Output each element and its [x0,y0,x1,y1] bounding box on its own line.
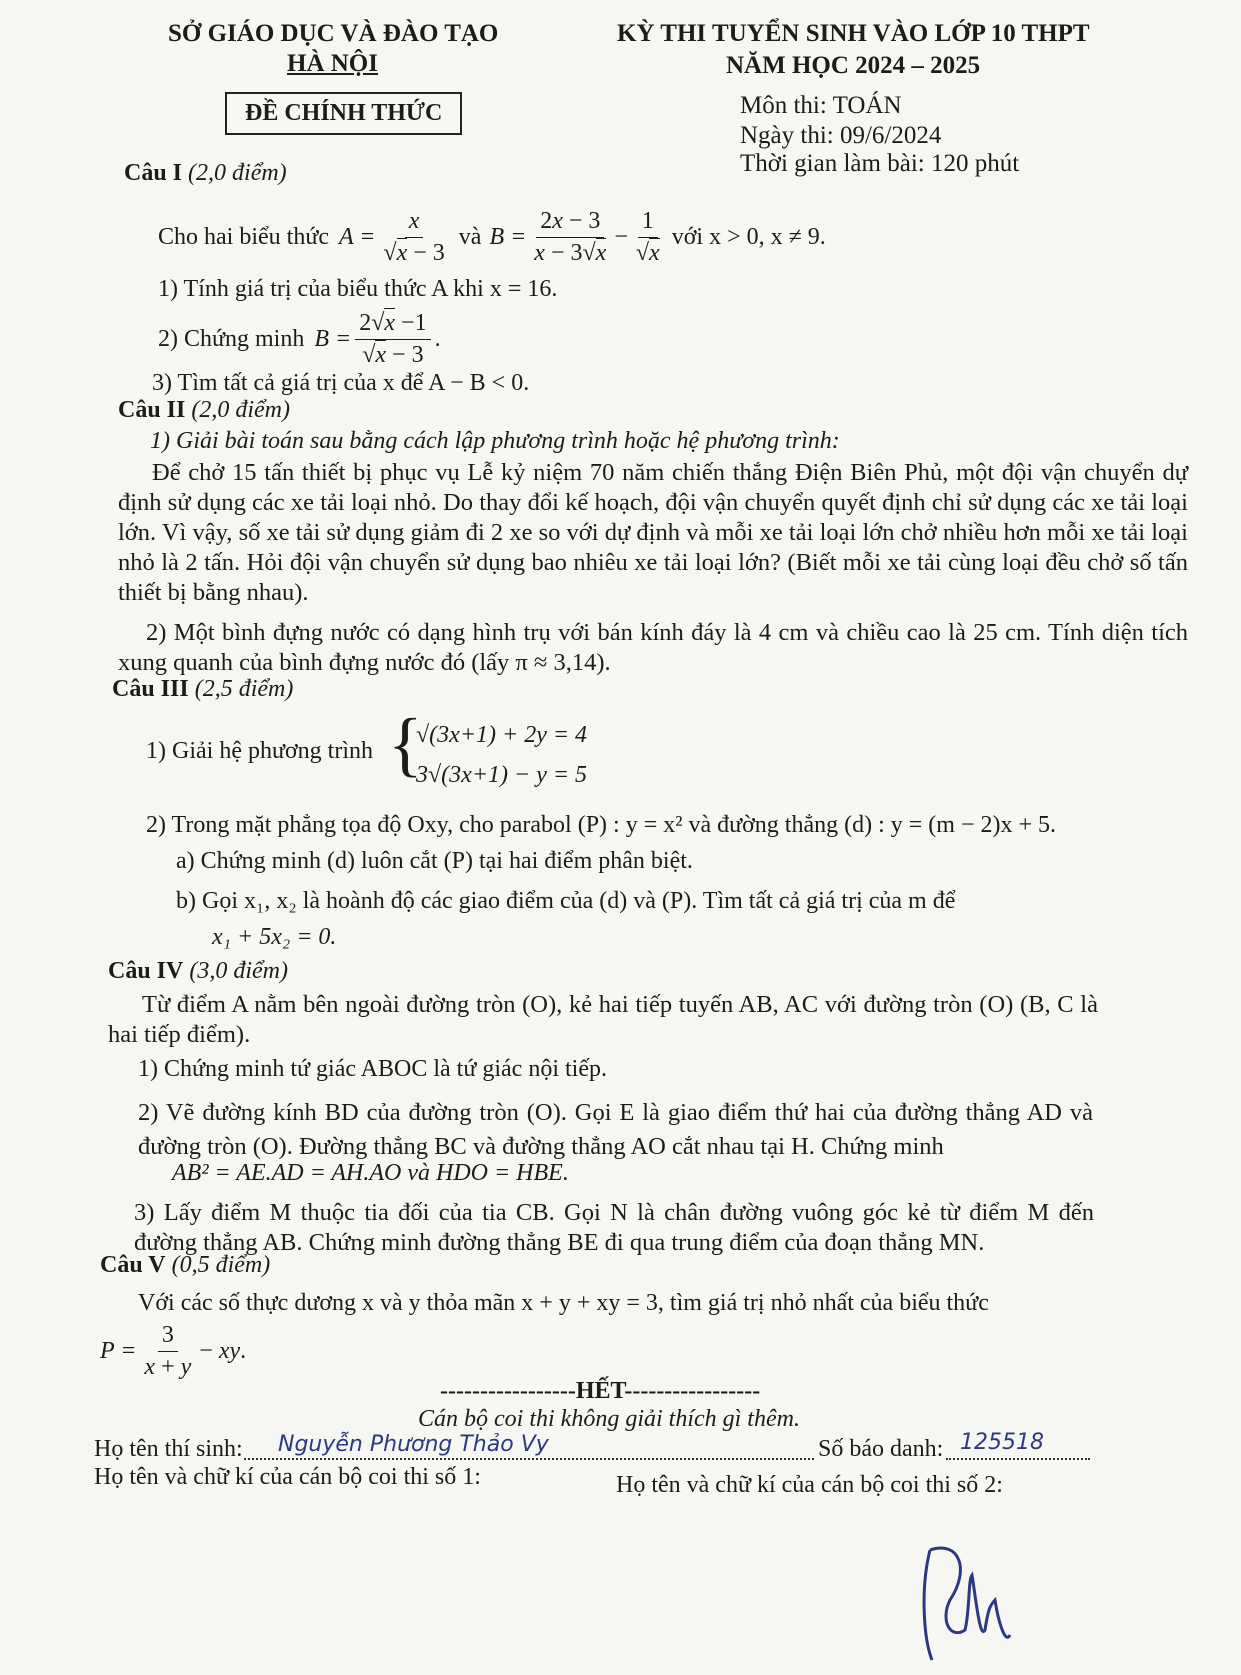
q4-part3: 3) Lấy điểm M thuộc tia đối của tia CB. Gọi N là chân đường vuông góc kẻ từ điểm M đến đường thẳng AB. Chứng minh đường thẳng BE đi qua trung điểm của đoạn thẳng MN. [134,1199,1094,1256]
q5-title: Câu V [100,1252,166,1278]
q2-heading [118,397,290,424]
expr-a: $\frac{x}{√x - 3}$ [383,208,445,266]
system-eq1: √(3x+1) + 2y = 4 [416,722,588,748]
q5-points: (0,5 điểm) [171,1252,271,1278]
candidate-id-label: Số báo danh: [818,1436,944,1462]
q3-heading [112,676,293,703]
candidate-name-label: Họ tên thí sinh: [94,1436,243,1462]
q4-title: Câu IV [108,958,184,984]
proctor-note: Cán bộ coi thi không giải thích gì thêm. [418,1406,800,1432]
q2-part1-body: Để chở 15 tấn thiết bị phục vụ Lễ kỷ niệm 70 năm chiến thắng Điện Biên Phủ, một đội vận chuyển dự định sử dụng các xe tải loại nhỏ. Do thay đổi kế hoạch, đội vận chuyển quyết định chỉ sử dụng các xe tải loại lớn. Vì vậy, số xe tải sử dụng giảm đi 2 xe so với dự định và mỗi xe tải loại lớn chở nhiều hơn mỗi xe tải loại nhỏ là 2 tấn. Hỏi đội vận chuyển sử dụng bao nhiêu xe tải loại lớn? (Biết mỗi xe tải cùng loại đều chở số tấn thiết bị bằng nhau). [118,459,1188,606]
subject: Môn thi: TOÁN [740,92,902,119]
q4-heading [108,958,288,985]
q5-expression: P = $\frac{3}{x + y}$ − xy. [100,1322,247,1380]
q4-points: (3,0 điểm) [189,958,288,984]
q4-intro: Từ điểm A nằm bên ngoài đường tròn (O), kẻ hai tiếp tuyến AB, AC với đường tròn (O) (B, C là hai tiếp điểm). [108,991,1098,1048]
q1-intro-text: Cho hai biểu thức [158,224,329,250]
expr-b-simplified: $\frac{2√x -1}{√x - 3}$ [355,310,430,369]
q2-title: Câu II [118,397,186,423]
proctor1-label: Họ tên và chữ kí của cán bộ coi thi số 1: [94,1464,481,1490]
exam-title: KỲ THI TUYỂN SINH VÀO LỚP 10 THPT [617,20,1090,47]
q3-part1: 1) Giải hệ phương trình [146,738,373,764]
system-brace: { [388,704,423,784]
q5-heading [100,1252,270,1279]
q3-part2a: a) Chứng minh (d) luôn cắt (P) tại hai điểm phân biệt. [176,848,693,874]
q5-text: Với các số thực dương x và y thỏa mãn x + y + xy = 3, tìm giá trị nhỏ nhất của biểu thức [138,1290,989,1316]
q2-points: (2,0 điểm) [191,397,290,423]
q4-part2-eq: AB² = AE.AD = AH.AO và HDO = HBE. [172,1160,569,1186]
q1-condition: với x > 0, x ≠ 9. [671,224,826,250]
candidate-name-value: Nguyễn Phương Thảo Vy [278,1432,549,1457]
q1-part1: 1) Tính giá trị của biểu thức A khi x = 16. [158,276,558,302]
q1-part3: 3) Tìm tất cả giá trị của x để A − B < 0. [152,370,530,396]
school-year: NĂM HỌC 2024 – 2025 [726,52,981,79]
q2-part2: 2) Một bình đựng nước có dạng hình trụ với bán kính đáy là 4 cm và chiều cao là 25 cm. Tính diện tích xung quanh của bình đựng nước đó (lấy π ≈ 3,14). [118,619,1188,676]
q4-part2: 2) Vẽ đường kính BD của đường tròn (O). Gọi E là giao điểm thứ hai của đường thẳng AD và đường tròn (O). Đường thẳng BC và đường thẳng AO cắt nhau tại H. Chứng minh [138,1099,1093,1160]
duration: Thời gian làm bài: 120 phút [740,150,1020,177]
candidate-id-value: 125518 [960,1430,1044,1455]
q3-title: Câu III [112,676,189,702]
q1-points: (2,0 điểm) [188,160,287,186]
q1-part2-text: 2) Chứng minh [158,326,305,352]
candidate-name-line [244,1458,814,1460]
q4-part1: 1) Chứng minh tứ giác ABOC là tứ giác nội tiếp. [138,1056,607,1082]
q1-heading [124,160,287,187]
official-badge: ĐỀ CHÍNH THỨC [225,92,462,135]
department-title: SỞ GIÁO DỤC VÀ ĐÀO TẠO [168,20,499,47]
q3-part2: 2) Trong mặt phẳng tọa độ Oxy, cho parabol (P) : y = x² và đường thẳng (d) : y = (m − 2)x + 5. [146,812,1057,838]
q1-part2: 2) Chứng minh B = $\frac{2√x -1}{√x - 3}$ . [158,310,441,368]
q1-intro: Cho hai biểu thức A = $\frac{x}{√x - 3}$ và B = $\frac{2x - 3}{x - 3√x}$ − $\frac{1}{√x}$ với x > 0, x ≠ 9. [158,208,826,266]
proctor2-signature [910,1510,1030,1670]
end-marker: -----------------HẾT----------------- [440,1378,761,1404]
q3-points: (2,5 điểm) [194,676,294,702]
q3-part2b-eq: x₁ + 5x₂ = 0. [212,924,337,950]
q2-part1-heading: 1) Giải bài toán sau bằng cách lập phương trình hoặc hệ phương trình: [150,428,840,454]
city-name: HÀ NỘI [287,50,378,77]
exam-date: Ngày thi: 09/6/2024 [740,122,942,149]
q1-title: Câu I [124,160,183,186]
system-eq2: 3√(3x+1) − y = 5 [416,762,588,788]
proctor2-label: Họ tên và chữ kí của cán bộ coi thi số 2: [616,1472,1003,1498]
q3-part2b: b) Gọi x₁, x₂ là hoành độ các giao điểm của (d) và (P). Tìm tất cả giá trị của m để [176,888,956,914]
candidate-id-line [946,1458,1090,1460]
expr-b: $\frac{2x - 3}{x - 3√x}$ [534,208,607,266]
and-word: và [458,224,482,250]
